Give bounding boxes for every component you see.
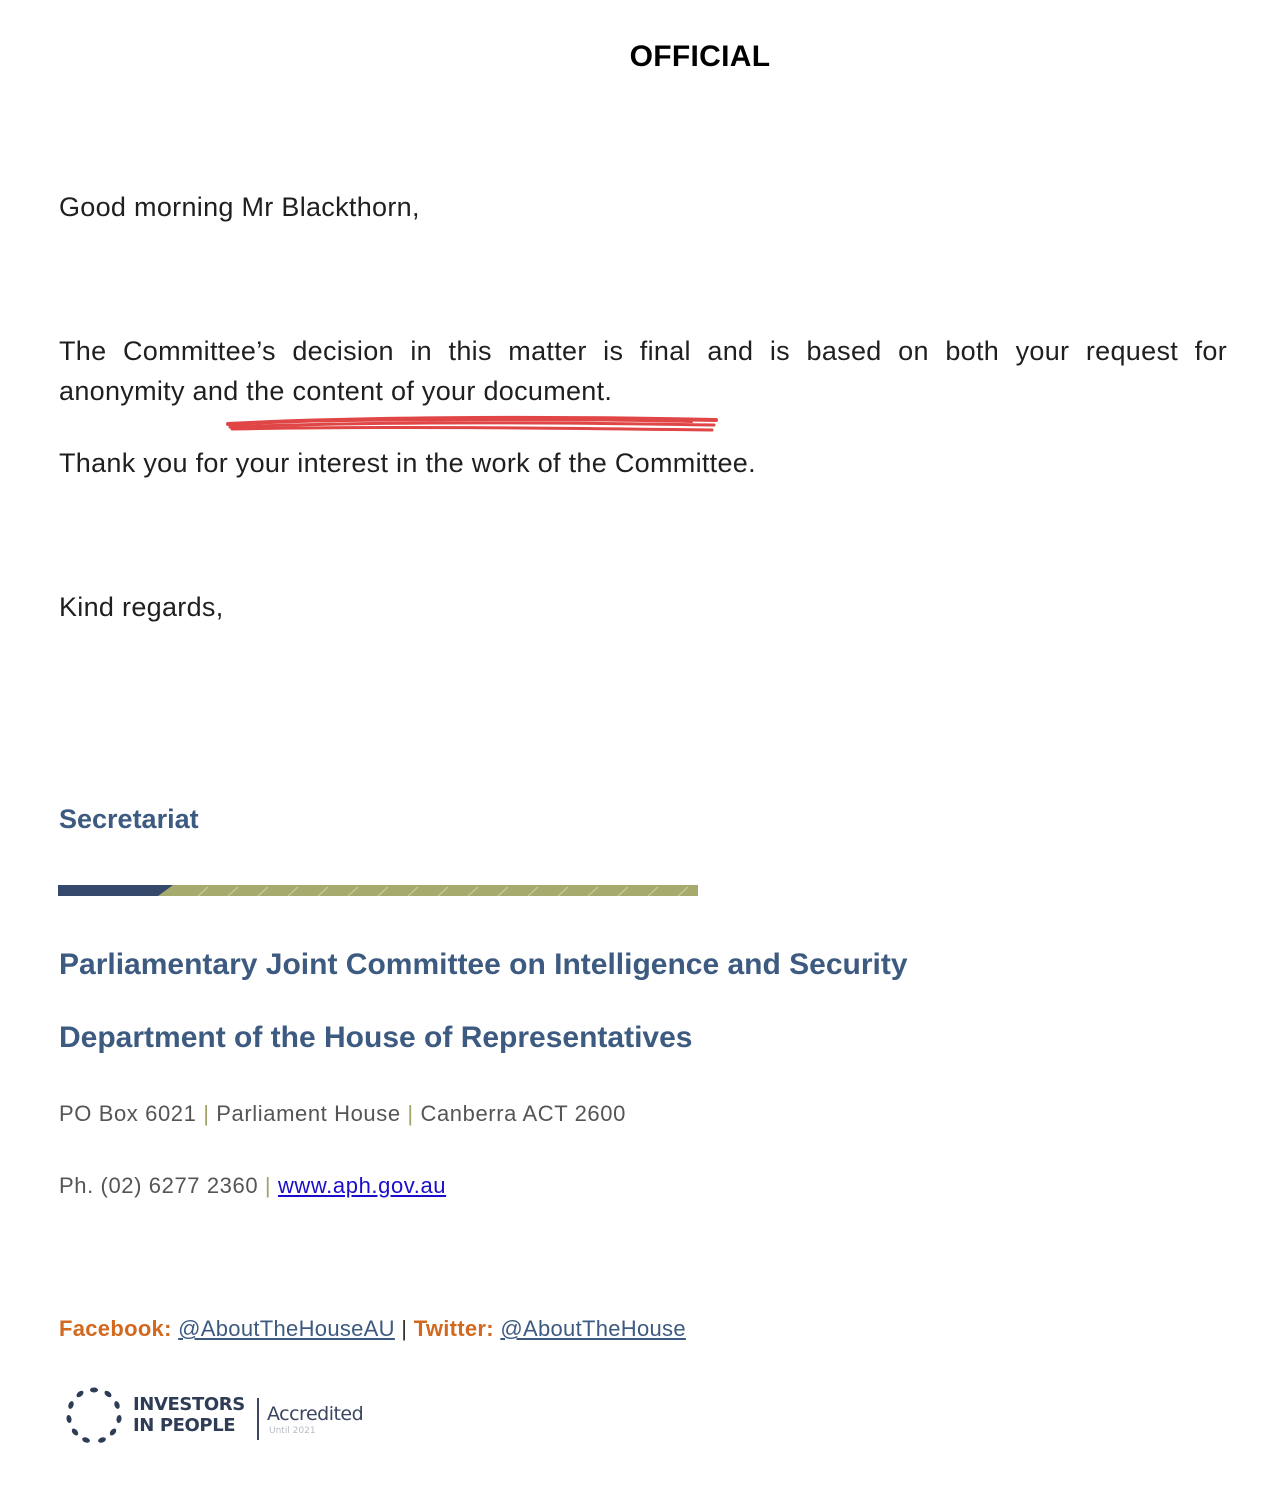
address-separator: | [203,1101,210,1126]
email-thanks: Thank you for your interest in the work of the Committee. [59,448,756,478]
laurel-wreath-icon [62,1384,126,1448]
address-separator: | [407,1101,414,1126]
committee-name: Parliamentary Joint Committee on Intelligence and Security [59,948,908,981]
email-closing: Kind regards, [59,592,224,622]
investors-in-people-badge [58,1376,378,1456]
badge-divider [257,1398,259,1440]
po-box: PO Box 6021 [59,1101,197,1126]
twitter-link[interactable]: @AboutTheHouse [500,1316,686,1341]
contact-line [59,1173,446,1199]
social-links [59,1316,686,1342]
email-greeting: Good morning Mr Blackthorn, [59,192,420,222]
city: Canberra ACT 2600 [420,1101,626,1126]
email-body: The Committee’s decision in this matter is final and is based on both your request for anonymity and the content of your document. [59,336,1227,406]
facebook-label: Facebook: [59,1316,172,1341]
red-underline-annotation [222,410,722,438]
phone-number: Ph. (02) 6277 2360 [59,1173,259,1198]
postal-address [59,1101,626,1127]
department-name: Department of the House of Representatives [59,1021,693,1054]
twitter-label: Twitter: [413,1316,494,1341]
badge-status: Accredited [267,1403,364,1425]
signature-divider [58,885,698,896]
signature-title: Secretariat [59,804,199,834]
badge-name [133,1394,245,1436]
website-link[interactable]: www.aph.gov.au [277,1173,447,1198]
building: Parliament House [216,1101,401,1126]
badge-line-1: INVESTORS [133,1394,245,1415]
badge-expiry: Until 2021 [269,1426,316,1436]
classification-label: OFFICIAL [629,40,771,73]
badge-line-2: IN PEOPLE [133,1415,236,1436]
contact-separator: | [264,1173,272,1198]
social-separator: | [401,1316,408,1341]
facebook-link[interactable]: @AboutTheHouseAU [178,1316,395,1341]
